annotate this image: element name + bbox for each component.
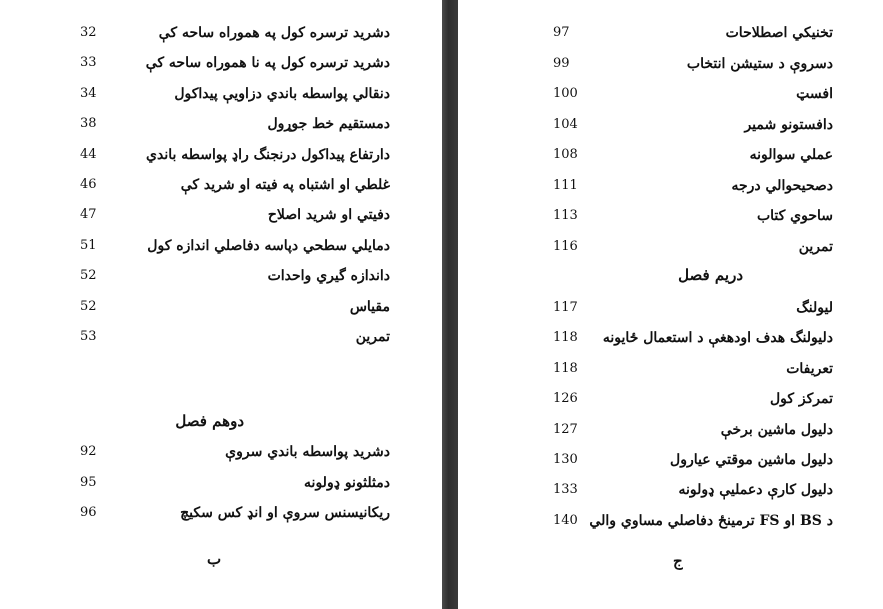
toc-page-number: 111 (553, 177, 578, 193)
toc-page-number: 140 (553, 512, 578, 528)
toc-page-number: 53 (80, 329, 97, 344)
toc-entry-title: دافستونو شمير (744, 116, 833, 133)
toc-entry-title: دنقالي پواسطه باندي دزاويې پيداکول (174, 85, 390, 102)
toc-page-number: 126 (553, 391, 578, 407)
toc-page-number: 92 (80, 444, 97, 459)
toc-entry[interactable] (553, 508, 833, 534)
toc-page-number: 44 (80, 146, 97, 162)
toc-page-number: 34 (80, 85, 97, 101)
toc-entry-title: عملي سوالونه (749, 147, 833, 163)
toc-entry-title: داندازه گيري واحدات (267, 268, 390, 285)
toc-page-number: 113 (553, 208, 578, 223)
toc-page-number: 130 (553, 452, 578, 467)
toc-entry-title: دشريد ترسره کول په هموراه ساحه کې (158, 25, 390, 41)
toc-entry-title: تمرين (355, 329, 390, 345)
toc-page-number: 117 (553, 300, 578, 315)
toc-entry[interactable] (553, 386, 833, 412)
toc-page-number: 32 (80, 25, 97, 40)
toc-entry-title: ريکانيسنس سروې او انډ کس سکيچ (180, 505, 390, 521)
toc-page-number: 52 (80, 298, 97, 314)
toc-entry[interactable] (80, 202, 390, 228)
chapter-heading: دوهم فصل (175, 412, 244, 430)
toc-page-number: 96 (80, 505, 97, 520)
toc-entry[interactable] (80, 20, 390, 46)
toc-entry[interactable] (80, 50, 390, 76)
toc-entry[interactable] (80, 500, 390, 526)
toc-entry-title: تمرين (798, 238, 833, 255)
toc-entry-title: دشريد پواسطه باندي سروې (225, 444, 390, 460)
toc-entry[interactable] (80, 111, 390, 137)
toc-entry[interactable] (553, 447, 833, 473)
toc-page-number: 52 (80, 268, 97, 284)
toc-page-number: 95 (80, 474, 97, 490)
toc-entry-title: تخنيکي اصطلاحات (725, 25, 833, 41)
toc-entry-title: دمستقيم خط جوړول (267, 116, 390, 133)
toc-entry[interactable] (80, 81, 390, 107)
toc-entry-title: دارتفاع پيداکول درنجنگ راډ پواسطه باندي (146, 146, 390, 163)
page-letter: ب (207, 550, 222, 568)
toc-page-number: 47 (80, 207, 97, 223)
toc-entry[interactable] (80, 233, 390, 259)
toc-entry[interactable] (553, 142, 833, 168)
toc-entry-title: دصحيحوالي درجه (731, 177, 833, 194)
toc-entry[interactable] (80, 470, 390, 496)
toc-entry-title: دسروې د ستيشن انتخاب (686, 55, 833, 72)
toc-entry-title: تمرکز کول (769, 391, 833, 408)
toc-entry[interactable] (553, 81, 833, 107)
toc-entry[interactable] (80, 324, 390, 350)
toc-page-number: 118 (553, 330, 578, 346)
toc-entry-title: افسټ (796, 86, 833, 102)
toc-entry-title: دليولنگ هدف اودهغې د استعمال ځايونه (602, 330, 833, 347)
toc-entry-title: ساحوي کتاب (756, 208, 833, 224)
toc-page-number: 100 (553, 86, 578, 101)
toc-entry-title: دليول ماشين موقتي عيارول (670, 452, 833, 468)
toc-page-number: 97 (553, 25, 570, 40)
toc-page-number: 51 (80, 237, 97, 253)
toc-page-number: 46 (80, 177, 97, 192)
toc-entry[interactable] (553, 477, 833, 503)
toc-page-number: 33 (80, 55, 97, 71)
toc-entry[interactable] (553, 325, 833, 351)
toc-entry[interactable] (553, 203, 833, 229)
toc-entry[interactable] (80, 439, 390, 465)
toc-entry-title: تعريفات (786, 360, 833, 377)
toc-page-number: 118 (553, 360, 578, 376)
toc-entry[interactable] (553, 20, 833, 46)
toc-entry[interactable] (80, 142, 390, 168)
page-letter: ج (673, 552, 683, 570)
toc-page-number: 108 (553, 147, 578, 162)
toc-entry[interactable] (80, 294, 390, 320)
toc-entry-title: ليولنگ (796, 300, 833, 316)
toc-entry-title: دمثلثونو ډولونه (304, 474, 390, 491)
toc-entry[interactable] (553, 112, 833, 138)
chapter-heading: دريم فصل (678, 266, 743, 284)
right-page (458, 0, 883, 609)
toc-page-number: 133 (553, 482, 578, 498)
toc-entry-title: دمايلي سطحي دپاسه دفاصلي اندازه کول (147, 237, 390, 254)
toc-entry-title: د BS او FS ترمينځ دفاصلي مساوي والي (589, 512, 833, 529)
toc-entry-title: غلطي او اشتباه په فيته او شريد کې (180, 177, 390, 193)
toc-page-number: 104 (553, 116, 578, 132)
toc-page-number: 38 (80, 116, 97, 132)
toc-entry[interactable] (80, 263, 390, 289)
toc-entry[interactable] (553, 234, 833, 260)
toc-entry[interactable] (553, 356, 833, 382)
toc-entry-title: دشريد ترسره کول په نا هموراه ساحه کې (145, 55, 390, 72)
toc-entry[interactable] (553, 173, 833, 199)
toc-entry[interactable] (553, 295, 833, 321)
toc-entry-title: دليول ماشين برخې (720, 421, 833, 438)
book-gutter (442, 0, 458, 609)
toc-page-number: 116 (553, 238, 578, 254)
toc-page-number: 127 (553, 421, 578, 437)
toc-entry[interactable] (553, 417, 833, 443)
toc-entry-title: دليول کارې دعمليې ډولونه (678, 482, 833, 499)
toc-entry-title: مقياس (349, 298, 390, 315)
toc-entry[interactable] (80, 172, 390, 198)
toc-page-number: 99 (553, 55, 570, 71)
toc-entry-title: دفيتي او شريد اصلاح (267, 207, 390, 224)
toc-entry[interactable] (553, 51, 833, 77)
